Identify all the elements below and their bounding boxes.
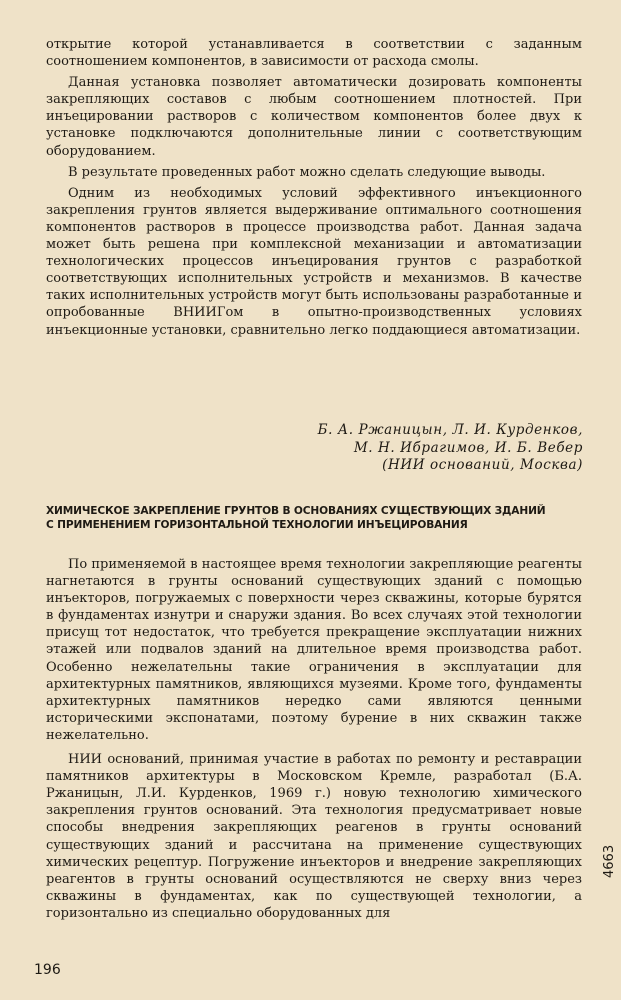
article-title-line-2: С ПРИМЕНЕНИЕМ ГОРИЗОНТАЛЬНОЙ ТЕХНОЛОГИИ ИНЪЕЦИРОВАНИЯ	[46, 518, 468, 531]
paragraph-2: Данная установка позволяет автоматически дозировать компоненты закрепляющих составов с любым соотношением плотностей. При инъецировании растворов с количеством компонентов более двух к установке подключаются дополнительные линии с соответствующим оборудованием.	[46, 75, 582, 159]
authors-line-1: Б. А. Ржаницын, Л. И. Курденков,	[317, 422, 583, 438]
page-number: 196	[34, 962, 61, 978]
article-paragraph-1: По применяемой в настоящее время технологии закрепляющие реагенты нагнетаются в грунты оснований существующих зданий с помощью инъекторов, погружаемых с поверхности через скважины, которые бурятся в фундаментах изнутри и снаружи здания. Во всех случаях этой технологии присущ тот недостаток, что требуется прекращение эксплуатации нижних этажей или подвалов зданий на длительное время производства работ. Особенно нежелательны такие ограничения в эксплуатации для архитектурных памятников, являющихся музеями. Кроме того, фундаменты архитектурных памятников нередко сами являются ценными историческими экспонатами, поэтому бурение в них скважин также нежелательно.	[46, 557, 582, 743]
authors-affiliation: (НИИ оснований, Москва)	[382, 457, 583, 473]
paragraph-3: В результате проведенных работ можно сделать следующие выводы.	[68, 164, 546, 180]
article-body	[46, 556, 582, 922]
article-paragraph-2: НИИ оснований, принимая участие в работах по ремонту и реставрации памятников архитектуры в Московском Кремле, разработал (Б.А. Ржаницын, Л.И. Курденков, 1969 г.) новую технологию химического закрепления грунтов оснований. Эта технология предусматривает новые способы внедрения закрепляющих реагенов в грунты оснований существующих зданий и рассчитана на применение существующих химических рецептур. Погружение инъекторов и внедрение закрепляющих реагентов в грунты оснований осуществляются не сверху вниз через скважины в фундаментах, как по существующей технологии, а горизонтально из специально оборудованных для	[46, 752, 582, 921]
author-block	[263, 422, 583, 475]
side-archive-number: 4663	[602, 844, 617, 878]
paragraph-1: открытие которой устанавливается в соответствии с заданным соотношением компонентов, в зависимости от расхода смолы.	[46, 37, 582, 70]
article-title-line-1: ХИМИЧЕСКОЕ ЗАКРЕПЛЕНИЕ ГРУНТОВ В ОСНОВАНИЯХ СУЩЕСТВУЮЩИХ ЗДАНИЙ	[46, 505, 546, 517]
authors-line-2: М. Н. Ибрагимов, И. Б. Вебер	[353, 439, 583, 456]
section-conclusion-text	[46, 36, 582, 339]
paragraph-4: Одним из необходимых условий эффективного инъекционного закрепления грунтов является выдерживание оптимального соотношения компонентов растворов в процессе производства работ. Данная задача может быть решена при комплексной механизации и автоматизации технологических процессов инъецирования грунтов с разработкой соответствующих исполнительных устройств и механизмов. В качестве таких исполнительных устройств могут быть использованы разработанные и опробованные ВНИИГом в опытно-производственных условиях инъекционные установки, сравнительно легко поддающиеся автоматизации.	[46, 185, 582, 338]
article-title	[46, 505, 586, 532]
